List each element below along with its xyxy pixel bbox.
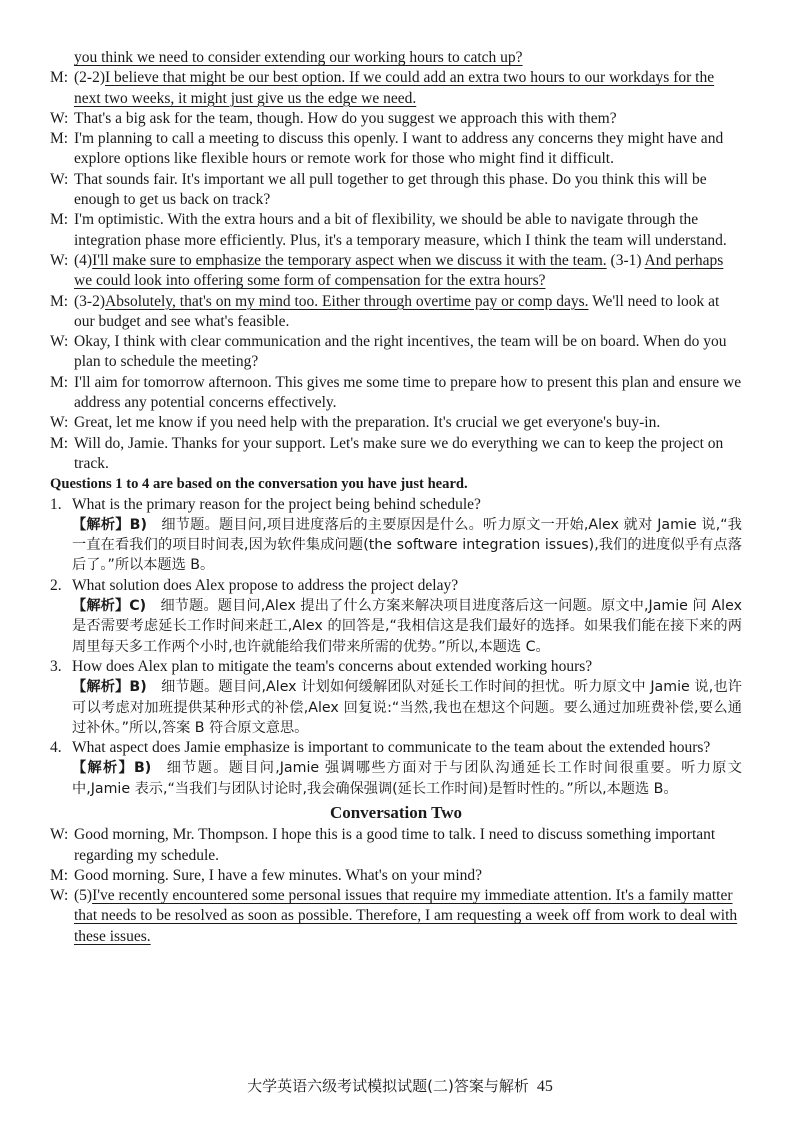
turn-text <box>74 252 723 289</box>
dialogue-turn <box>50 129 742 170</box>
turn-text <box>74 110 617 127</box>
turn-text <box>74 867 482 884</box>
answer-tag: 【解析】B) <box>72 516 147 533</box>
speaker-label: W: <box>50 887 69 905</box>
page-footer <box>0 1076 800 1097</box>
turn-text-plain: (4) <box>74 251 93 269</box>
speaker-label: M: <box>50 211 69 229</box>
analysis-text: 细节题。题目问,项目进度落后的主要原因是什么。听力原文一开始,Alex 就对 Jamie 说,“我一直在看我们的项目时间表,因为软件集成问题(the software integration issues),我们的进度似乎有点落后了。”所以本题选 B。 <box>72 516 742 574</box>
turn-text-plain: Great, let me know if you need help with the preparation. It's crucial we get everyone's buy-in. <box>74 414 661 432</box>
turn-text-plain: Good morning. Sure, I have a few minutes. What's on your mind? <box>74 866 483 884</box>
dialogue-turn <box>50 373 742 414</box>
speaker-label: M: <box>50 373 69 391</box>
dialogue-turn <box>50 886 742 947</box>
analysis-text: 细节题。题目问,Alex 计划如何缓解团队对延长工作时间的担忧。听力原文中 Jamie 说,也许可以考虑对加班提供某种形式的补偿,Alex 回复说:“当然,我也在想这个问题。要么通过加班费补偿,要么通过补休。”所以,答案 B 符合原文意思。 <box>72 679 742 736</box>
document-page <box>50 48 742 947</box>
turn-text <box>74 293 719 330</box>
turn-text-plain: Okay, I think with clear communication and the right incentives, the team will be on board. When do you plan to schedule the meeting? <box>74 333 727 371</box>
speaker-label: W: <box>50 251 69 269</box>
dialogue-turn <box>50 292 742 333</box>
speaker-label: W: <box>50 333 69 351</box>
speaker-label: M: <box>50 434 69 452</box>
page-number: 45 <box>536 1078 553 1095</box>
question-text: What is the primary reason for the project being behind schedule? <box>72 495 481 513</box>
dialogue-turn <box>50 332 742 373</box>
answer-tag: 【解析】C) <box>72 598 147 615</box>
question-number: 3. <box>50 657 62 675</box>
speaker-label: W: <box>50 414 69 432</box>
underlined-answer-text: Absolutely, that's on my mind too. Either through overtime pay or comp days. <box>105 292 589 310</box>
dialogue-turn <box>50 68 742 109</box>
conversation-two-transcript <box>50 825 742 947</box>
underlined-answer-text: I'll make sure to emphasize the temporary aspect when we discuss it with the team. <box>92 251 607 269</box>
question-item <box>50 738 742 758</box>
turn-text-plain: I'll aim for tomorrow afternoon. This gives me some time to prepare how to present this plan and ensure we address any potential concerns effectively. <box>74 373 742 412</box>
turn-text <box>74 374 741 411</box>
speaker-label: W: <box>50 170 69 188</box>
turn-text-plain: (5) <box>74 887 93 905</box>
turn-text <box>74 171 707 208</box>
question-text: How does Alex plan to mitigate the team's concerns about extended working hours? <box>72 657 593 675</box>
turn-text <box>74 130 723 167</box>
answer-tag: 【解析】B) <box>72 679 147 696</box>
underlined-answer-text: I believe that might be our best option. If we could add an extra two hours to our workdays for the next two weeks, it might just give us the edge we need. <box>74 69 715 107</box>
turn-text-plain: That sounds fair. It's important we all pull together to get through this phase. Do you think this will be enough to get us back on track? <box>74 170 707 209</box>
speaker-label: W: <box>50 826 69 844</box>
turn-text <box>74 49 523 66</box>
conversation-one-transcript <box>50 48 742 474</box>
question-number: 1. <box>50 495 62 513</box>
turn-text <box>74 887 737 945</box>
dialogue-turn <box>50 210 742 251</box>
underlined-answer-text: And perhaps we could look into offering some form of compensation for the extra hours? <box>74 251 724 290</box>
turn-text <box>74 333 727 370</box>
footer-title: 大学英语六级考试模拟试题(二)答案与解析 <box>247 1077 529 1095</box>
underlined-answer-text: I've recently encountered some personal issues that require my immediate attention. It's a family matter that needs to be resolved as soon as possible. Therefore, I am requesting a week off from work to deal with these issues. <box>74 887 738 945</box>
answer-tag: 【解析】B) <box>72 760 152 777</box>
turn-text-plain: That's a big ask for the team, though. How do you suggest we approach this with them? <box>74 109 617 127</box>
turn-text-plain: (2-2) <box>74 69 105 87</box>
turn-text <box>74 69 714 106</box>
answer-analysis <box>50 596 742 657</box>
analysis-text: 细节题。题目问,Alex 提出了什么方案来解决项目进度落后这一问题。原文中,Jamie 问 Alex 是否需要考虑延长工作时间来赶工,Alex 的回答是,“我相信这是我们最好的选择。如果我们能在接下来的两周里每天多工作两个小时,也许就能给我们带来所需的优势。”所以,本题选 C。 <box>72 598 742 655</box>
section-title: Conversation Two <box>329 802 463 822</box>
turn-text-plain: (3-1) <box>606 251 645 269</box>
question-number: 2. <box>50 576 62 594</box>
question-number: 4. <box>50 739 62 757</box>
turn-text <box>74 826 715 863</box>
answer-analysis <box>50 758 742 799</box>
question-text: What solution does Alex propose to address the project delay? <box>72 576 459 594</box>
dialogue-turn <box>50 866 742 886</box>
dialogue-turn <box>50 48 742 68</box>
question-text: What aspect does Jamie emphasize is important to communicate to the team about the extended hours? <box>72 739 711 757</box>
turn-text-plain: I'm planning to call a meeting to discuss this openly. I want to address any concerns they might have and explore options like flexible hours or remote work for those who might find it difficult. <box>74 130 724 168</box>
dialogue-turn <box>50 251 742 292</box>
dialogue-turn <box>50 434 742 475</box>
dialogue-turn <box>50 413 742 433</box>
turn-text-plain: Good morning, Mr. Thompson. I hope this is a good time to talk. I need to discuss something important regarding my schedule. <box>74 826 716 864</box>
turn-text-plain: We'll need to look at our budget and see what's feasible. <box>74 292 720 330</box>
turn-text <box>74 435 723 472</box>
questions-list <box>50 495 742 799</box>
dialogue-turn <box>50 109 742 129</box>
turn-text-plain: Will do, Jamie. Thanks for your support. Let's make sure we do everything we can to keep the project on track. <box>74 434 724 472</box>
underlined-answer-text: you think we need to consider extending our working hours to catch up? <box>74 49 523 66</box>
questions-heading: Questions 1 to 4 are based on the conversation you have just heard. <box>50 476 468 493</box>
turn-text <box>74 414 660 431</box>
analysis-text: 细节题。题目问,Jamie 强调哪些方面对于与团队沟通延长工作时间很重要。听力原文中,Jamie 表示,“当我们与团队讨论时,我会确保强调(延长工作时间)是暂时性的。”所以,本题选 B。 <box>72 760 742 797</box>
question-item <box>50 576 742 596</box>
turn-text <box>74 211 727 248</box>
turn-text-plain: I'm optimistic. With the extra hours and a bit of flexibility, we should be able to navigate through the integration phase more efficiently. Plus, it's a temporary measure, which I think the team will understand. <box>74 211 727 249</box>
answer-analysis <box>50 677 742 738</box>
dialogue-turn <box>50 825 742 866</box>
speaker-label: M: <box>50 866 69 884</box>
speaker-label: M: <box>50 69 69 87</box>
answer-analysis <box>50 515 742 576</box>
question-item <box>50 657 742 677</box>
speaker-label: M: <box>50 130 69 148</box>
dialogue-turn <box>50 170 742 211</box>
speaker-label: M: <box>50 292 69 310</box>
turn-text-plain: (3-2) <box>74 292 105 310</box>
question-item <box>50 495 742 515</box>
speaker-label: W: <box>50 109 69 127</box>
